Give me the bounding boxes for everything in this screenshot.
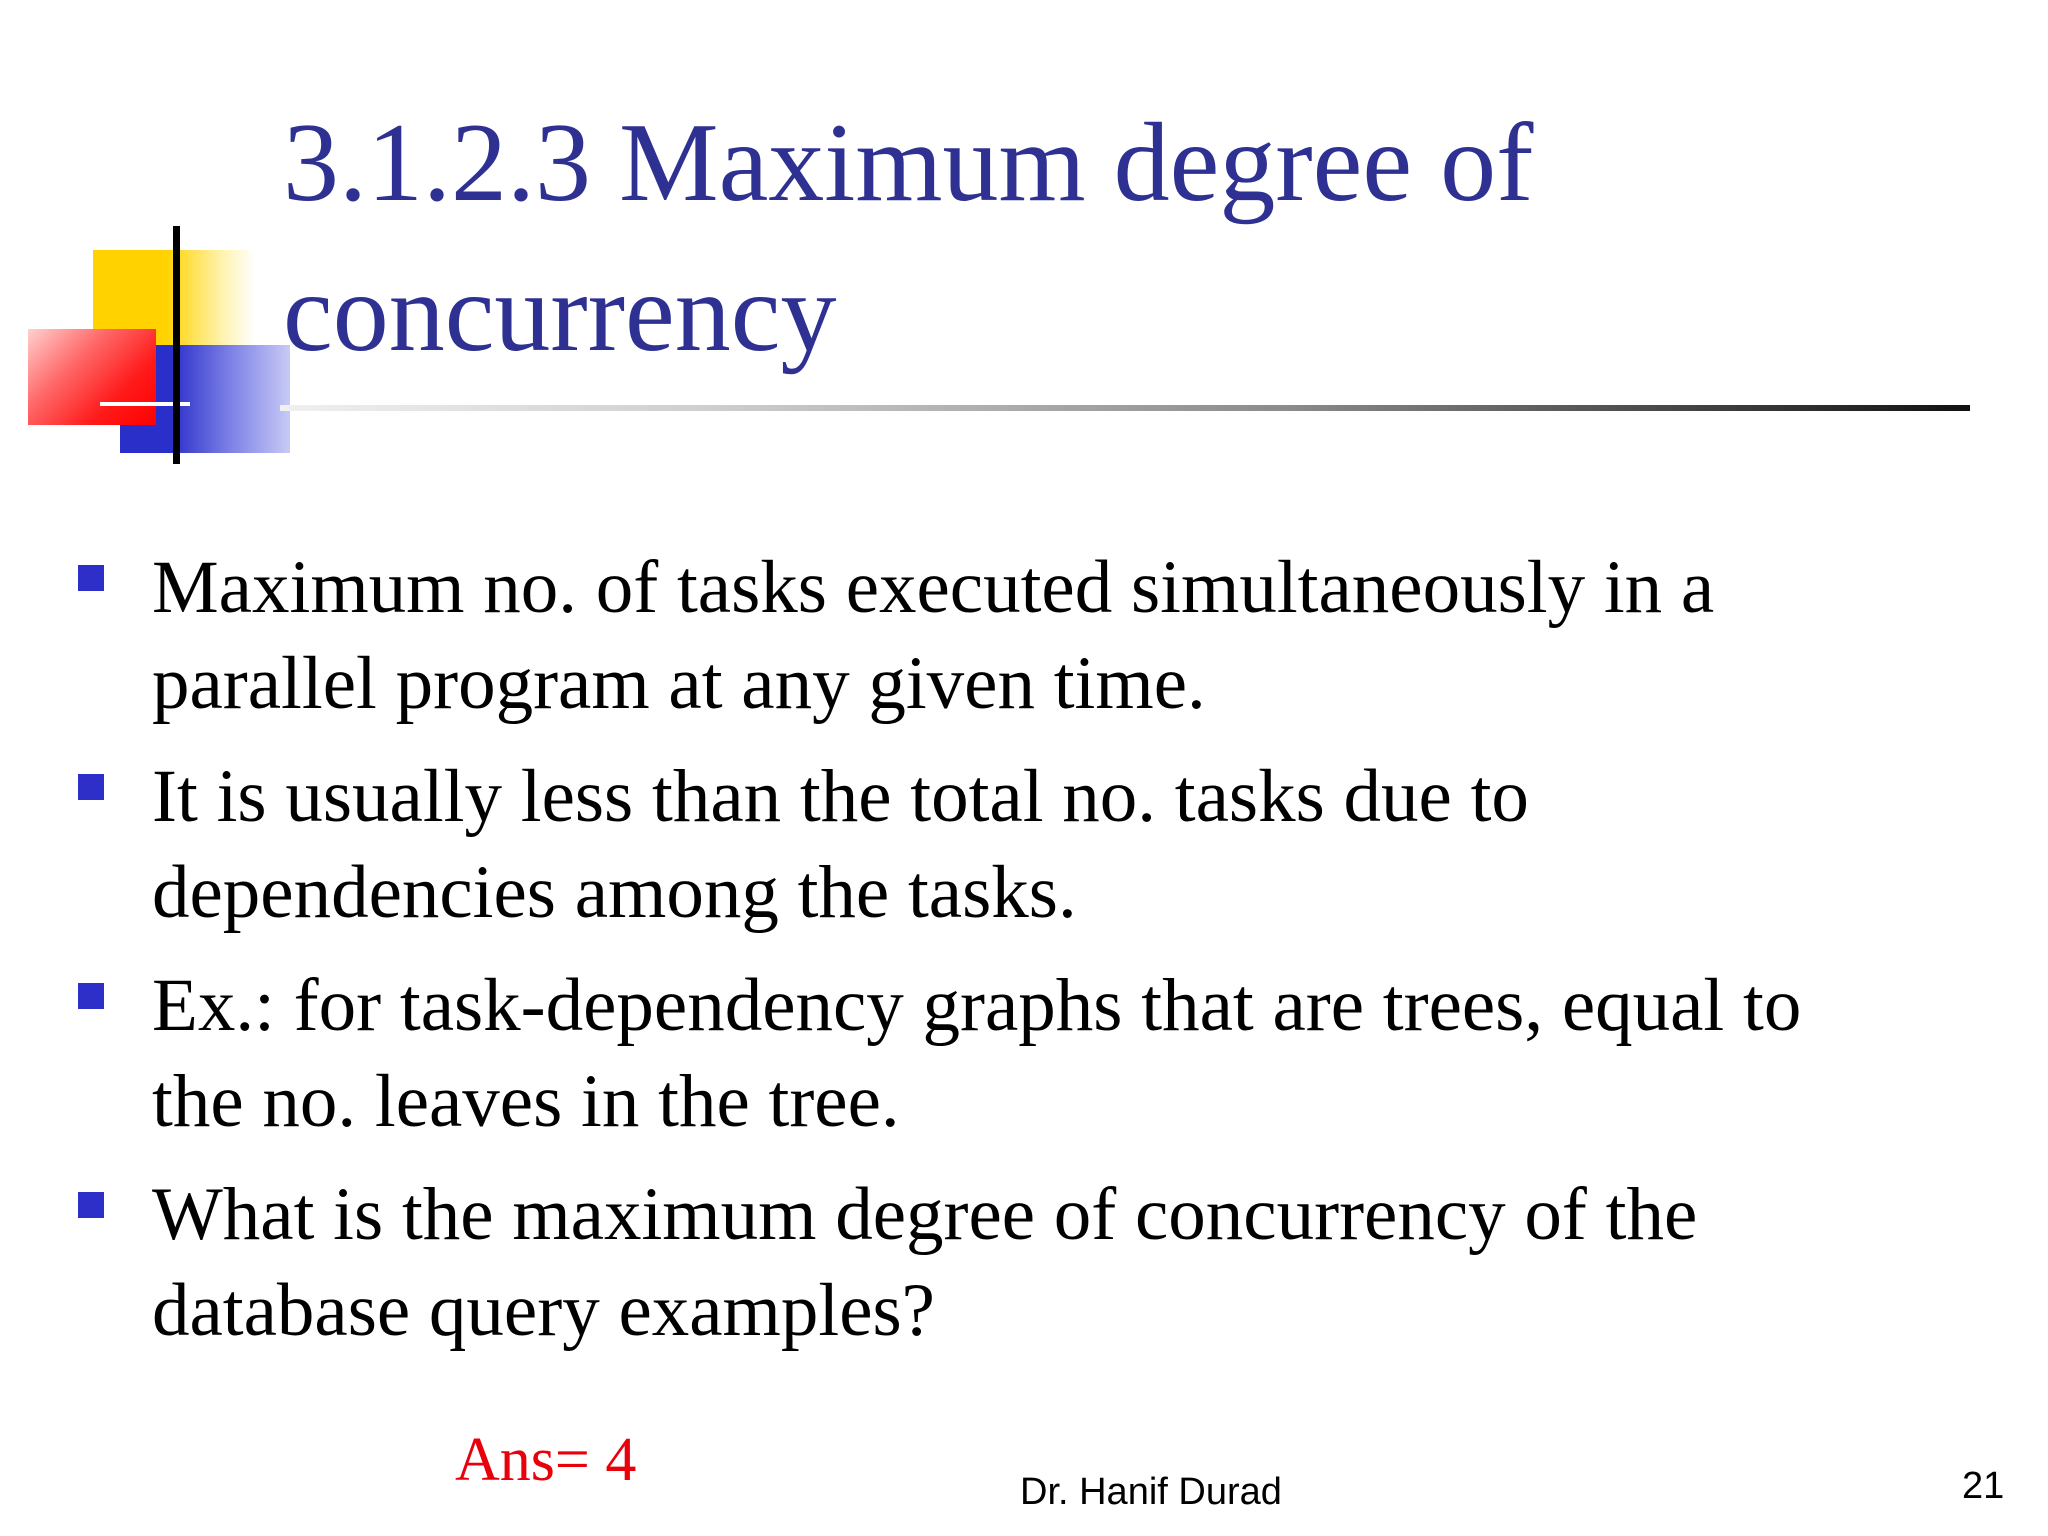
bullet-text-line2: database query examples? — [152, 1269, 935, 1352]
square-bullet-icon — [78, 774, 104, 800]
bullet-text-line2: dependencies among the tasks. — [152, 851, 1077, 934]
bullet-text-line1: Ex.: for task-dependency graphs that are trees, equal to — [152, 964, 1802, 1047]
square-bullet-icon — [78, 983, 104, 1009]
bullet-item — [70, 749, 1990, 941]
title-underline — [280, 405, 1970, 411]
bullet-text-line1: Maximum no. of tasks executed simultaneously in a — [152, 546, 1715, 629]
bullet-text-line1: What is the maximum degree of concurrency of the — [152, 1173, 1698, 1256]
decorative-red-block — [28, 329, 156, 425]
slide-title-line1: 3.1.2.3 Maximum degree of — [283, 101, 1534, 225]
square-bullet-icon — [78, 1192, 104, 1218]
bullet-text-line2: the no. leaves in the tree. — [152, 1060, 900, 1143]
answer-text: Ans= 4 — [455, 1426, 637, 1494]
bullet-text-line2: parallel program at any given time. — [152, 642, 1206, 725]
decorative-vertical-line — [173, 226, 180, 464]
page-number: 21 — [1962, 1465, 2005, 1507]
bullet-item — [70, 958, 1990, 1150]
bullet-item — [70, 1167, 1990, 1359]
bullet-item — [70, 540, 1990, 732]
footer-author: Dr. Hanif Durad — [1020, 1471, 1282, 1513]
slide-title — [283, 88, 1983, 388]
square-bullet-icon — [78, 565, 104, 591]
bullet-text-line1: It is usually less than the total no. tasks due to — [152, 755, 1529, 838]
bullet-list — [70, 540, 1990, 1376]
slide-title-line2: concurrency — [283, 251, 837, 375]
